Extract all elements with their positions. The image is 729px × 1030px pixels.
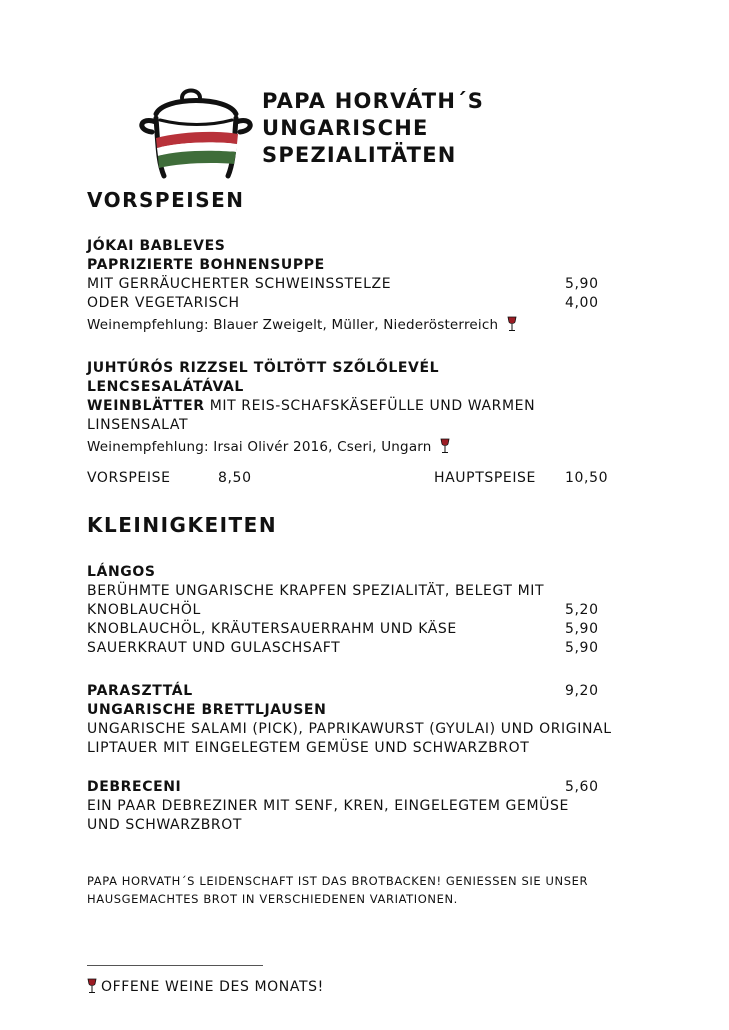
cooking-pot-icon — [134, 84, 258, 184]
wine-recommendation-text: Weinempfehlung: Blauer Zweigelt, Müller, Niederösterreich — [87, 317, 499, 333]
dish-name: PARASZTTÁL — [87, 683, 193, 699]
dish-name: LENCSESALÁTÁVAL — [87, 379, 244, 395]
starter-label: VORSPEISE — [87, 470, 171, 486]
dish-description: UNGARISCHE SALAMI (PICK), PAPRIKAWURST (GYULAI) UND ORIGINAL — [87, 721, 612, 737]
dish-option: KNOBLAUCHÖL, KRÄUTERSAUERRAHM UND KÄSE — [87, 621, 457, 637]
dish-description — [87, 398, 535, 414]
dish-option: SAUERKRAUT UND GULASCHSAFT — [87, 640, 341, 656]
starter-price: 8,50 — [218, 470, 252, 486]
brand-line: UNGARISCHE — [262, 116, 429, 140]
dish-name: JÓKAI BABLEVES — [87, 238, 226, 254]
dish-option: ODER VEGETARISCH — [87, 295, 240, 311]
dish-description-bold: WEINBLÄTTER — [87, 398, 205, 414]
wine-glass-icon — [87, 978, 97, 994]
dish-name: DEBRECENI — [87, 779, 182, 795]
dish-name: JUHTÚRÓS RIZZSEL TÖLTÖTT SZŐLŐLEVÉL — [87, 360, 440, 376]
dish-price: 9,20 — [565, 683, 599, 699]
section-title-kleinigkeiten: KLEINIGKEITEN — [87, 513, 278, 537]
main-price: 10,50 — [565, 470, 609, 486]
wine-glass-icon — [440, 438, 450, 454]
dish-description: UND SCHWARZBROT — [87, 817, 243, 833]
bread-note — [87, 872, 588, 908]
wine-recommendation — [87, 316, 517, 333]
bread-note-line: HAUSGEMACHTES BROT IN VERSCHIEDENEN VARIATIONEN. — [87, 892, 458, 906]
dish-description: LIPTAUER MIT EINGELEGTEM GEMÜSE UND SCHWARZBROT — [87, 740, 530, 756]
dish-price: 4,00 — [565, 295, 599, 311]
brand-line: PAPA HORVÁTH´S — [262, 89, 485, 113]
dish-price: 5,20 — [565, 602, 599, 618]
dish-name: LÁNGOS — [87, 564, 156, 580]
dish-option: KNOBLAUCHÖL — [87, 602, 201, 618]
wine-glass-icon — [507, 316, 517, 332]
dish-price: 5,90 — [565, 640, 599, 656]
brand-line: SPEZIALITÄTEN — [262, 143, 457, 167]
dish-subtitle: PAPRIZIERTE BOHNENSUPPE — [87, 257, 325, 273]
dish-price: 5,90 — [565, 276, 599, 292]
dish-price: 5,90 — [565, 621, 599, 637]
restaurant-brand — [262, 88, 484, 169]
section-title-vorspeisen: VORSPEISEN — [87, 188, 245, 212]
dish-description: BERÜHMTE UNGARISCHE KRAPFEN SPEZIALITÄT, BELEGT MIT — [87, 583, 545, 599]
dish-price: 5,60 — [565, 779, 599, 795]
dish-option: MIT GERRÄUCHERTER SCHWEINSSTELZE — [87, 276, 392, 292]
dish-description-rest: MIT REIS-SCHAFSKÄSEFÜLLE UND WARMEN — [204, 398, 536, 414]
dish-subtitle: UNGARISCHE BRETTLJAUSEN — [87, 702, 327, 718]
dish-description: LINSENSALAT — [87, 417, 189, 433]
wine-recommendation — [87, 438, 450, 455]
footnote-divider — [87, 965, 263, 966]
main-label: HAUPTSPEISE — [434, 470, 536, 486]
bread-note-line: PAPA HORVATH´S LEIDENSCHAFT IST DAS BROTBACKEN! GENIESSEN SIE UNSER — [87, 874, 589, 888]
wine-recommendation-text: Weinempfehlung: Irsai Olivér 2016, Cseri, Ungarn — [87, 439, 432, 455]
dish-description: EIN PAAR DEBREZINER MIT SENF, KREN, EINGELEGTEM GEMÜSE — [87, 798, 569, 814]
footnote-text: OFFENE WEINE DES MONATS! — [101, 979, 324, 995]
footnote — [87, 978, 324, 995]
